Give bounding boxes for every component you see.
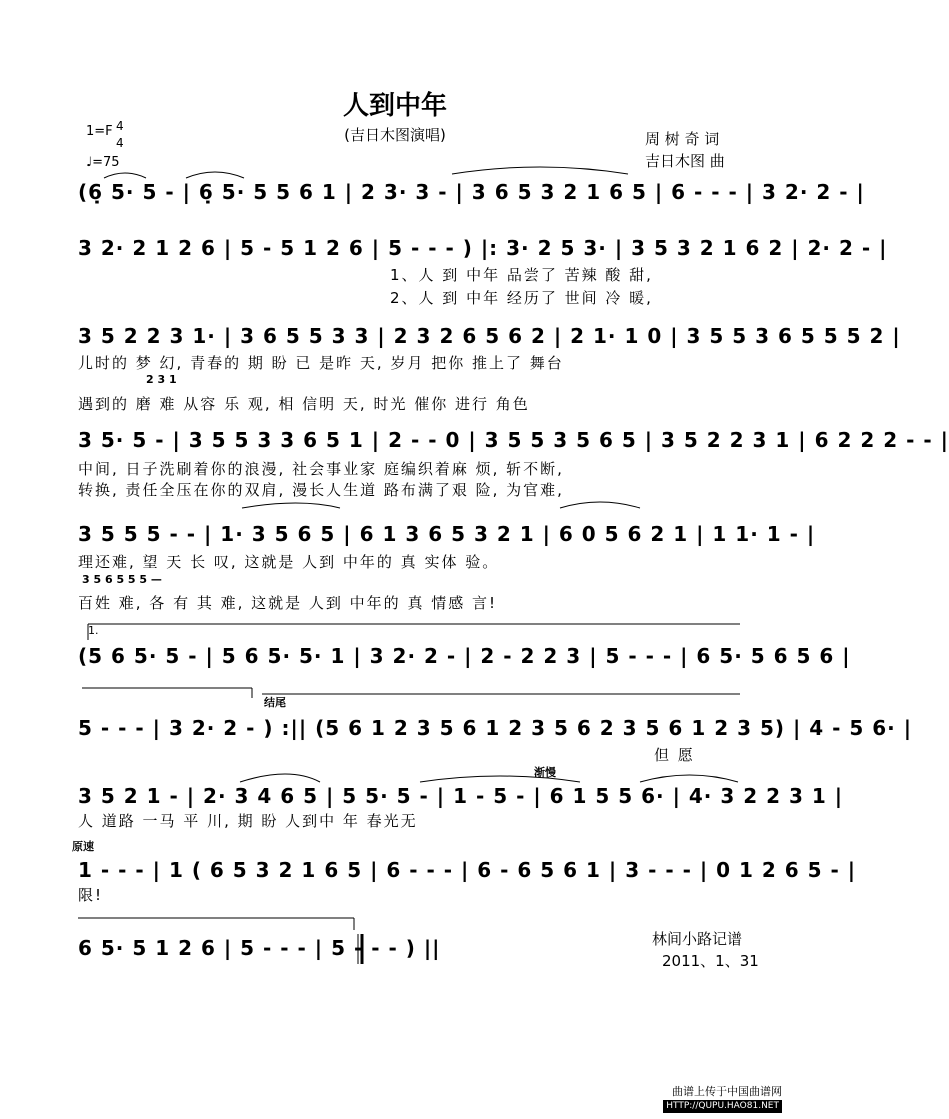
lyricist-credit: 周 树 奇 词 xyxy=(645,130,720,148)
transcriber-credit: 林间小路记谱 xyxy=(652,930,743,948)
slur xyxy=(452,167,628,174)
notation-line: (6̣ 5· 5 - | 6̣ 5· 5 5 6 1 | 2 3· 3 - | 3 6 5 3 2 1 6 5 | 6 - - - | 3 2· 2 - | xyxy=(78,180,865,204)
time-signature-top: 4 xyxy=(116,119,124,133)
notation-line: 1 - - - | 1 ( 6 5 3 2 1 6 5 | 6 - - - | 6 - 6 5 6 1 | 3 - - - | 0 1 2 6 5 - | xyxy=(78,858,857,882)
score-line-6 xyxy=(78,624,851,668)
lyric-verse-1: 但 愿 xyxy=(654,746,695,764)
lyric-verse-1: 理还难, 望 天 长 叹, 这就是 人到 中年的 真 实体 验。 xyxy=(78,553,500,571)
score-line-2 xyxy=(78,236,888,307)
time-signature-bottom: 4 xyxy=(116,136,124,150)
song-title: 人到中年 xyxy=(342,91,447,121)
lyric-verse-2: 2、人 到 中年 经历了 世间 冷 暖, xyxy=(390,289,653,307)
tempo-marking: ♩=75 xyxy=(86,155,120,170)
score-line-3 xyxy=(78,324,901,414)
score-line-8 xyxy=(78,764,844,834)
notation-line: 3 5 2 2 3 1· | 3 6 5 5 3 3 | 2 3 2 6 5 6 2 | 2 1· 1 0 | 3 5 5 3 6 5 5 5 2 | xyxy=(78,324,901,348)
notation-line: (5 6 5· 5 - | 5 6 5· 5· 1 | 3 2· 2 - | 2 - 2 2 3 | 5 - - - | 6 5· 5 6 5 6 | xyxy=(78,644,851,668)
lyric-verse-2: 百姓 难, 各 有 其 难, 这就是 人到 中年的 真 情感 言! xyxy=(78,594,498,612)
coda-section-label: 结尾 xyxy=(264,696,286,709)
notation-line: 3 5 5 5 - - | 1· 3 5 6 5 | 6 1 3 6 5 3 2 1 | 6 0 5 6 2 1 | 1 1· 1 - | xyxy=(78,522,816,546)
first-ending-mark: 1. xyxy=(88,624,99,637)
watermark-url: HTTP://QUPU.HAO81.NET xyxy=(663,1100,782,1113)
performer-subtitle: (吉日木图演唱) xyxy=(344,126,446,144)
lyric-verse-1: 儿时的 梦 幻, 青春的 期 盼 已 是昨 天, 岁月 把你 推上了 舞台 xyxy=(78,354,564,372)
lyric-verse-1: 人 道路 一马 平 川, 期 盼 人到中 年 春光无 xyxy=(78,812,418,830)
notation-line: 3 2· 2 1 2 6 | 5 - 5 1 2 6 | 5 - - - ) |: 3· 2 5 3· | 3 5 3 2 1 6 2 | 2· 2 - | xyxy=(78,236,888,260)
watermark-footer xyxy=(663,1085,782,1113)
slur xyxy=(242,503,340,508)
score-line-5 xyxy=(78,522,816,612)
alternate-notes: 3 5 6 5 5 5 — xyxy=(82,573,162,586)
score-line-10 xyxy=(78,936,738,972)
notation-line: 5 - - - | 3 2· 2 - ) :|| (5 6 1 2 3 5 6 1 2 3 5 6 2 3 5 6 1 2 3 5) | 4 - 5 6· | xyxy=(78,716,913,740)
lyric-verse-1: 1、人 到 中年 品尝了 苦辣 酸 甜, xyxy=(390,266,653,284)
score-line-7 xyxy=(78,694,913,764)
watermark-line-1: 曲谱上传于中国曲谱网 xyxy=(672,1085,782,1098)
notation-line: 3 5· 5 - | 3 5 5 3 3 6 5 1 | 2 - - 0 | 3 5 5 3 5 6 5 | 3 5 2 2 3 1 | 6 2 2 2 - - | xyxy=(78,428,949,452)
lyric-verse-1: 中间, 日子洗刷着你的浪漫, 社会事业家 庭编织着麻 烦, 斩不断, xyxy=(78,460,564,478)
transcription-date: 2011、1、31 xyxy=(662,952,759,970)
composer-credit: 吉日木图 曲 xyxy=(645,152,725,170)
notation-line: 6 5· 5 1 2 6 | 5 - - - | 5 - - - ) || xyxy=(78,936,441,960)
lyric-verse-2: 遇到的 磨 难 从容 乐 观, 相 信明 天, 时光 催你 进行 角色 xyxy=(78,395,530,413)
slur xyxy=(560,502,640,508)
notation-line: 3 5 2 1 - | 2· 3 4 6 5 | 5 5· 5 - | 1 - 5 - | 6 1 5 5 6· | 4· 3 2 2 3 1 | xyxy=(78,784,844,808)
score-line-1 xyxy=(78,176,865,216)
tempo-change-ritardando: 渐慢 xyxy=(534,766,556,779)
alternate-notes: 2 3 1 xyxy=(146,373,177,386)
lyric-verse-1: 限! xyxy=(78,886,104,904)
lyric-verse-2: 转换, 责任全压在你的双肩, 漫长人生道 路布满了艰 险, 为官难, xyxy=(78,481,564,499)
score-line-4 xyxy=(78,428,949,499)
score-line-9 xyxy=(72,838,857,904)
key-signature: 1=F xyxy=(86,124,113,139)
tempo-change-a-tempo: 原速 xyxy=(72,840,94,853)
